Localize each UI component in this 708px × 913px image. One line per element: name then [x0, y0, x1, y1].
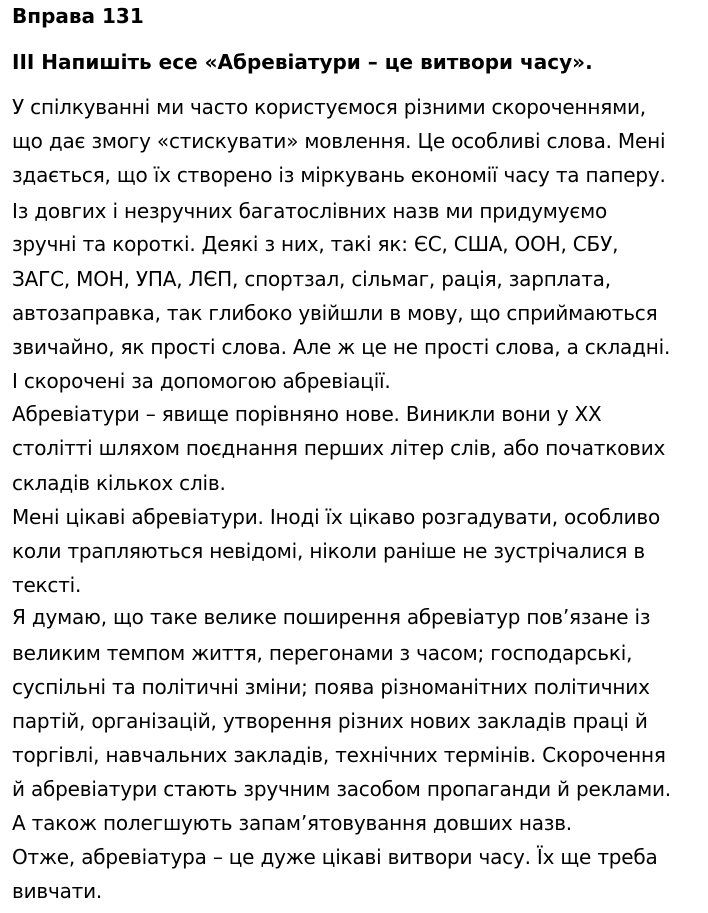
essay-line: Мені цікаві абревіатури. Іноді їх цікаво розгадувати, особливо: [12, 505, 661, 529]
essay-line: А також полегшують запам’ятовування довших назв.: [12, 811, 572, 835]
essay-line: Отже, абревіатура – це дуже цікаві витвори часу. Їх ще треба: [12, 845, 658, 869]
exercise-title: Вправа 131: [12, 4, 144, 28]
essay-line: У спілкуванні ми часто користуємося різними скороченнями,: [12, 95, 646, 119]
essay-line: звичайно, як прості слова. Але ж це не прості слова, а складні.: [12, 335, 671, 359]
essay-line: зручні та короткі. Деякі з них, такі як: ЄС, США, ООН, СБУ,: [12, 232, 619, 256]
essay-line: коли трапляються невідомі, ніколи раніше не зустрічалися в: [12, 539, 645, 563]
essay-line: тексті.: [12, 573, 82, 597]
essay-line: складів кількох слів.: [12, 471, 226, 495]
essay-line: великим темпом життя, перегонами з часом; господарські,: [12, 641, 633, 665]
essay-line: партій, організацій, утворення різних нових закладів праці й: [12, 709, 648, 733]
essay-line: ЗАГС, МОН, УПА, ЛЄП, спортзал, сільмаг, рація, зарплата,: [12, 267, 611, 291]
essay-line: що дає змогу «стискувати» мовлення. Це особливі слова. Мені: [12, 129, 666, 153]
essay-line: столітті шляхом поєднання перших літер слів, або початкових: [12, 436, 666, 460]
essay-line: Абревіатури – явище порівняно нове. Виникли вони у ХХ: [12, 402, 602, 426]
essay-line: здається, що їх створено із міркувань економії часу та паперу.: [12, 163, 666, 187]
essay-line: й абревіатури стають зручним засобом пропаганди й реклами.: [12, 777, 671, 801]
essay-line: Я думаю, що таке велике поширення абревіатур пов’язане із: [12, 605, 651, 629]
essay-line: Із довгих і незручних багатослівних назв ми придумуємо: [12, 199, 608, 223]
task-title: ІІІ Напишіть есе «Абревіатури – це витвори часу».: [12, 50, 593, 74]
essay-line: вивчати.: [12, 879, 103, 903]
essay-line: торгівлі, навчальних закладів, технічних термінів. Скорочення: [12, 743, 666, 767]
essay-line: суспільні та політичні зміни; поява різноманітних політичних: [12, 675, 650, 699]
essay-line: І скорочені за допомогою абревіації.: [12, 369, 391, 393]
essay-line: автозаправка, так глибоко увійшли в мову, що сприймаються: [12, 301, 658, 325]
